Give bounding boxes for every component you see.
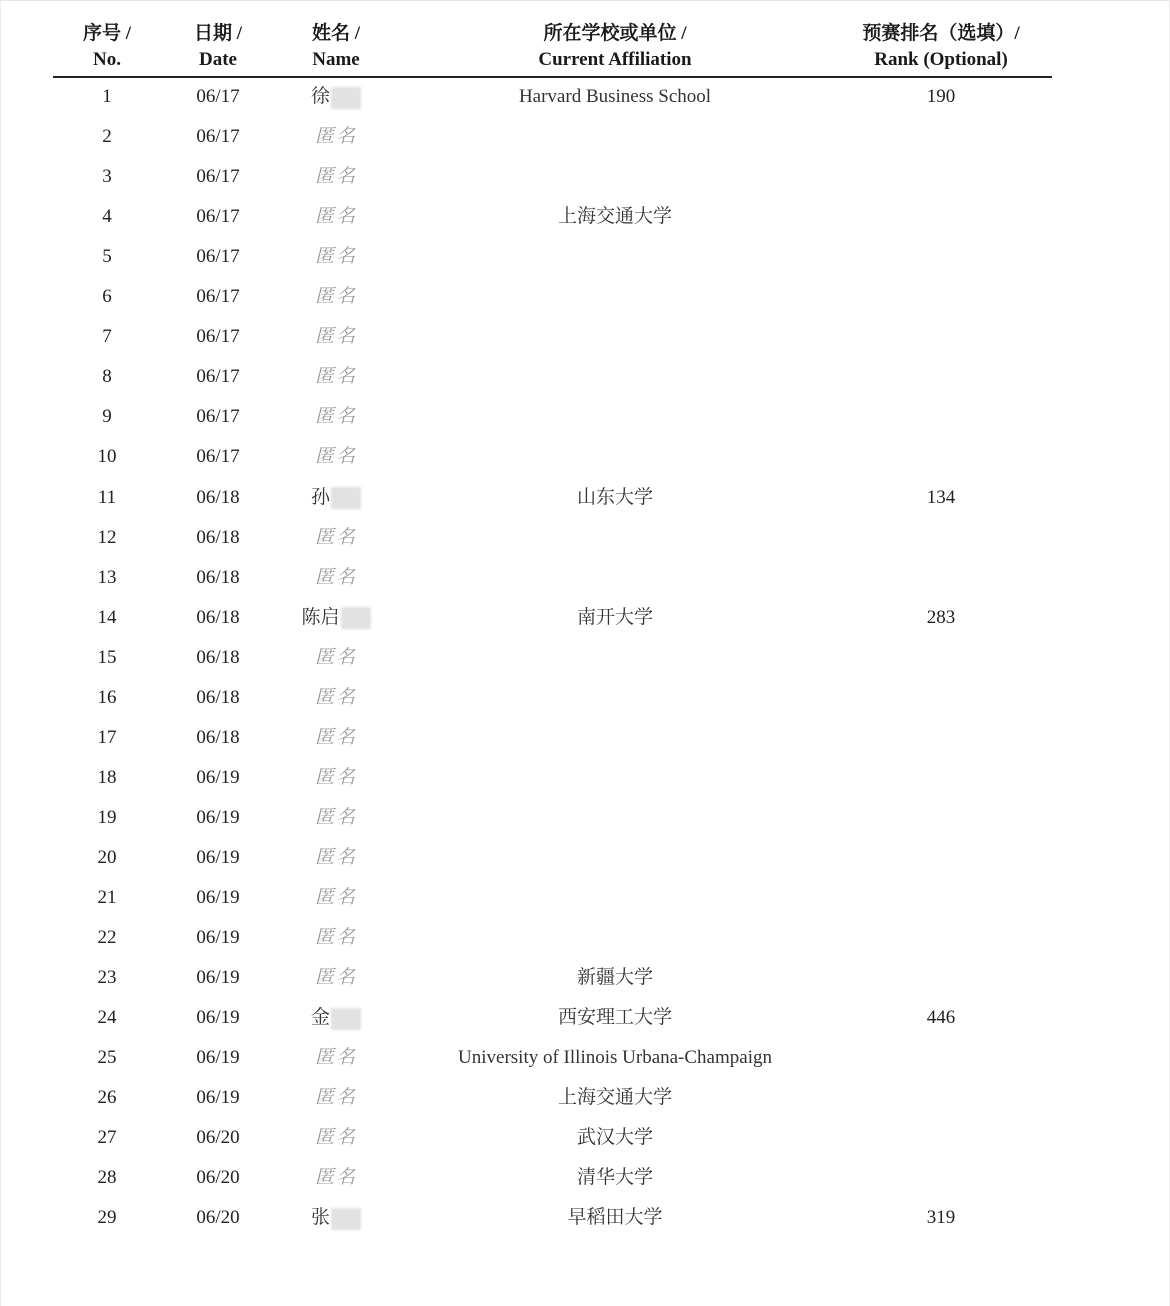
- cell-date-text: 06/19: [196, 1047, 240, 1069]
- table-row: [1, 1122, 1170, 1162]
- table-row: [1, 1202, 1170, 1242]
- anonymous-name: 匿名: [314, 166, 357, 188]
- header-affiliation: [415, 21, 815, 73]
- cell-date: [168, 1082, 268, 1114]
- cell-date-text: 06/17: [196, 206, 240, 228]
- cell-affiliation: [415, 1042, 815, 1074]
- cell-no-text: 6: [102, 286, 112, 308]
- cell-no-text: 1: [102, 86, 112, 107]
- table-row: [1, 1002, 1170, 1042]
- cell-no: [57, 1202, 157, 1234]
- cell-date: [168, 361, 268, 393]
- anonymous-name: 匿名: [314, 326, 357, 348]
- cell-name: [286, 602, 386, 634]
- cell-rank-text: 190: [926, 86, 956, 107]
- cell-affiliation: [415, 81, 815, 113]
- table-row: [1, 522, 1170, 562]
- anonymous-name: 匿名: [314, 846, 357, 868]
- cell-no-text: 12: [97, 526, 117, 548]
- cell-no: [57, 962, 157, 994]
- cell-name: [286, 81, 386, 113]
- cell-no-text: 19: [97, 806, 117, 828]
- cell-affiliation-text: Harvard Business School: [518, 86, 712, 107]
- cell-no: [57, 81, 157, 113]
- table-header: [1, 21, 1170, 77]
- cell-date-text: 06/17: [196, 366, 240, 388]
- cell-no-text: 23: [97, 967, 117, 989]
- anonymous-name: 匿名: [314, 1087, 357, 1109]
- cell-name: [286, 121, 386, 153]
- participant-name: 孙: [310, 486, 330, 508]
- cell-no: [57, 401, 157, 433]
- cell-affiliation-text: 西安理工大学: [557, 1007, 672, 1029]
- cell-no-text: 11: [97, 486, 117, 508]
- cell-name: [286, 1162, 386, 1194]
- cell-no: [57, 321, 157, 353]
- header-divider: [53, 76, 1052, 78]
- anonymous-name: 匿名: [314, 526, 357, 548]
- header-rank-cn: 预赛排名（选填）/: [862, 23, 1020, 44]
- cell-date: [168, 522, 268, 554]
- cell-affiliation-text: 上海交通大学: [557, 206, 672, 228]
- cell-name: [286, 522, 386, 554]
- cell-no-text: 7: [102, 326, 112, 348]
- cell-affiliation-text: 早稻田大学: [567, 1207, 663, 1229]
- table-row: [1, 281, 1170, 321]
- cell-date: [168, 441, 268, 473]
- cell-date: [168, 722, 268, 754]
- cell-no: [57, 842, 157, 874]
- cell-no: [57, 1122, 157, 1154]
- cell-affiliation: [415, 1122, 815, 1154]
- table-row: [1, 722, 1170, 762]
- cell-date-text: 06/17: [196, 286, 240, 308]
- header-date: [168, 21, 268, 73]
- cell-name: [286, 161, 386, 193]
- table-row: [1, 361, 1170, 401]
- cell-no: [57, 602, 157, 634]
- cell-no: [57, 121, 157, 153]
- cell-no: [57, 441, 157, 473]
- cell-name: [286, 1122, 386, 1154]
- header-name-en: Name: [312, 49, 360, 70]
- cell-date: [168, 1122, 268, 1154]
- cell-date-text: 06/18: [196, 486, 240, 508]
- cell-date: [168, 241, 268, 273]
- table-row: [1, 922, 1170, 962]
- cell-affiliation: [415, 201, 815, 233]
- participant-name: 陈启: [301, 606, 340, 628]
- cell-no-text: 4: [102, 206, 112, 228]
- anonymous-name: 匿名: [314, 246, 357, 268]
- cell-name: [286, 1002, 386, 1034]
- table-row: [1, 602, 1170, 642]
- cell-no-text: 13: [97, 566, 117, 588]
- cell-no-text: 27: [97, 1127, 117, 1149]
- header-no-en: No.: [93, 49, 121, 70]
- cell-name: [286, 482, 386, 514]
- anonymous-name: 匿名: [314, 286, 357, 308]
- table-row: [1, 482, 1170, 522]
- table-row: [1, 241, 1170, 281]
- cell-date: [168, 762, 268, 794]
- redaction-blur: [341, 607, 371, 629]
- participant-name: 金: [310, 1007, 330, 1029]
- cell-name: [286, 562, 386, 594]
- cell-rank: [831, 482, 1051, 514]
- cell-date-text: 06/18: [196, 566, 240, 588]
- table-row: [1, 1162, 1170, 1202]
- cell-date: [168, 1162, 268, 1194]
- table-row: [1, 201, 1170, 241]
- cell-date-text: 06/18: [196, 526, 240, 548]
- anonymous-name: 匿名: [314, 366, 357, 388]
- cell-date: [168, 642, 268, 674]
- cell-affiliation-text: 山东大学: [576, 486, 653, 508]
- cell-affiliation-text: 上海交通大学: [557, 1087, 672, 1109]
- cell-no-text: 10: [97, 446, 117, 468]
- cell-affiliation: [415, 602, 815, 634]
- table-row: [1, 802, 1170, 842]
- cell-date: [168, 121, 268, 153]
- redaction-blur: [331, 1008, 361, 1030]
- cell-name: [286, 401, 386, 433]
- cell-no-text: 18: [97, 766, 117, 788]
- cell-date-text: 06/17: [196, 86, 240, 107]
- cell-name: [286, 441, 386, 473]
- cell-name: [286, 642, 386, 674]
- cell-date: [168, 401, 268, 433]
- header-rank-en: Rank (Optional): [874, 49, 1008, 70]
- cell-name: [286, 682, 386, 714]
- cell-date: [168, 682, 268, 714]
- cell-rank-text: 319: [926, 1207, 956, 1229]
- table-row: [1, 562, 1170, 602]
- table-row: [1, 682, 1170, 722]
- anonymous-name: 匿名: [314, 726, 357, 748]
- anonymous-name: 匿名: [314, 927, 357, 949]
- cell-name: [286, 842, 386, 874]
- header-date-en: Date: [199, 49, 237, 70]
- redaction-blur: [331, 1208, 361, 1230]
- table-row: [1, 882, 1170, 922]
- cell-date: [168, 81, 268, 113]
- anonymous-name: 匿名: [314, 206, 357, 228]
- table-row: [1, 962, 1170, 1002]
- redaction-blur: [331, 87, 361, 109]
- cell-affiliation-text: 新疆大学: [576, 967, 653, 989]
- table-row: [1, 842, 1170, 882]
- cell-date-text: 06/19: [196, 766, 240, 788]
- anonymous-name: 匿名: [314, 446, 357, 468]
- table-row: [1, 321, 1170, 361]
- cell-no: [57, 562, 157, 594]
- cell-date: [168, 482, 268, 514]
- cell-affiliation-text: 南开大学: [576, 606, 653, 628]
- table-row: [1, 81, 1170, 121]
- cell-no-text: 5: [102, 246, 112, 268]
- cell-no-text: 24: [97, 1007, 117, 1029]
- cell-name: [286, 241, 386, 273]
- header-affiliation-en: Current Affiliation: [538, 49, 692, 70]
- header-name-cn: 姓名 /: [311, 23, 361, 44]
- table-row: [1, 441, 1170, 481]
- cell-no-text: 22: [97, 927, 117, 949]
- cell-affiliation: [415, 1082, 815, 1114]
- cell-date: [168, 201, 268, 233]
- anonymous-name: 匿名: [314, 1167, 357, 1189]
- anonymous-name: 匿名: [314, 686, 357, 708]
- cell-name: [286, 882, 386, 914]
- cell-no-text: 29: [97, 1207, 117, 1229]
- anonymous-name: 匿名: [314, 887, 357, 908]
- anonymous-name: 匿名: [314, 1047, 357, 1069]
- cell-no: [57, 1082, 157, 1114]
- table-row: [1, 642, 1170, 682]
- cell-no: [57, 161, 157, 193]
- cell-affiliation-text: University of Illinois Urbana-Champaign: [458, 1047, 772, 1069]
- cell-date: [168, 161, 268, 193]
- anonymous-name: 匿名: [314, 566, 357, 588]
- cell-date-text: 06/19: [196, 967, 240, 989]
- cell-no: [57, 922, 157, 954]
- cell-no-text: 14: [97, 606, 117, 628]
- cell-name: [286, 722, 386, 754]
- cell-no: [57, 241, 157, 273]
- table-row: [1, 401, 1170, 441]
- cell-date-text: 06/17: [196, 406, 240, 428]
- cell-date-text: 06/20: [196, 1127, 240, 1149]
- cell-date: [168, 321, 268, 353]
- cell-no: [57, 682, 157, 714]
- cell-date-text: 06/17: [196, 446, 240, 468]
- cell-date: [168, 1202, 268, 1234]
- cell-date-text: 06/20: [196, 1167, 240, 1189]
- cell-no-text: 16: [97, 686, 117, 708]
- cell-name: [286, 1042, 386, 1074]
- cell-name: [286, 281, 386, 313]
- cell-no: [57, 642, 157, 674]
- cell-date-text: 06/20: [196, 1207, 240, 1229]
- cell-affiliation-text: 武汉大学: [576, 1127, 653, 1149]
- cell-affiliation: [415, 962, 815, 994]
- cell-no-text: 2: [102, 126, 112, 148]
- cell-no-text: 3: [102, 166, 112, 188]
- cell-rank: [831, 1202, 1051, 1234]
- header-no-cn: 序号 /: [82, 23, 132, 44]
- table-row: [1, 161, 1170, 201]
- cell-date-text: 06/17: [196, 326, 240, 348]
- anonymous-name: 匿名: [314, 766, 357, 788]
- anonymous-name: 匿名: [314, 126, 357, 148]
- cell-date-text: 06/17: [196, 126, 240, 148]
- cell-no: [57, 722, 157, 754]
- cell-date: [168, 562, 268, 594]
- cell-date-text: 06/19: [196, 927, 240, 949]
- cell-no-text: 8: [102, 366, 112, 388]
- cell-date-text: 06/19: [196, 806, 240, 828]
- cell-date-text: 06/19: [196, 846, 240, 868]
- cell-date-text: 06/17: [196, 166, 240, 188]
- redaction-blur: [331, 487, 361, 509]
- cell-date-text: 06/18: [196, 646, 240, 668]
- table-row: [1, 121, 1170, 161]
- header-rank: [831, 21, 1051, 73]
- cell-no: [57, 522, 157, 554]
- cell-name: [286, 201, 386, 233]
- cell-date: [168, 602, 268, 634]
- cell-rank-text: 134: [926, 486, 956, 508]
- cell-name: [286, 802, 386, 834]
- header-name: [286, 21, 386, 73]
- cell-date-text: 06/19: [196, 887, 240, 908]
- cell-date: [168, 962, 268, 994]
- cell-no-text: 15: [97, 646, 117, 668]
- cell-date-text: 06/18: [196, 686, 240, 708]
- header-affiliation-cn: 所在学校或单位 /: [543, 23, 687, 44]
- anonymous-name: 匿名: [314, 406, 357, 428]
- cell-date: [168, 1002, 268, 1034]
- cell-affiliation: [415, 1202, 815, 1234]
- cell-no: [57, 361, 157, 393]
- cell-no: [57, 482, 157, 514]
- anonymous-name: 匿名: [314, 646, 357, 668]
- cell-name: [286, 361, 386, 393]
- cell-date-text: 06/17: [196, 246, 240, 268]
- cell-name: [286, 762, 386, 794]
- cell-no: [57, 201, 157, 233]
- anonymous-name: 匿名: [314, 967, 357, 989]
- cell-date: [168, 281, 268, 313]
- participant-name: 徐: [310, 86, 330, 107]
- cell-no: [57, 1042, 157, 1074]
- cell-date-text: 06/19: [196, 1087, 240, 1109]
- cell-no: [57, 1162, 157, 1194]
- cell-date: [168, 882, 268, 914]
- cell-date-text: 06/18: [196, 726, 240, 748]
- cell-no: [57, 802, 157, 834]
- header-no: [57, 21, 157, 73]
- cell-no: [57, 1002, 157, 1034]
- cell-no-text: 9: [102, 406, 112, 428]
- table-row: [1, 1082, 1170, 1122]
- cell-date-text: 06/19: [196, 1007, 240, 1029]
- participant-name: 张: [310, 1207, 330, 1229]
- cell-affiliation-text: 清华大学: [576, 1167, 653, 1189]
- cell-date: [168, 1042, 268, 1074]
- cell-name: [286, 1202, 386, 1234]
- cell-rank: [831, 602, 1051, 634]
- cell-rank: [831, 81, 1051, 113]
- cell-date-text: 06/18: [196, 606, 240, 628]
- cell-affiliation: [415, 482, 815, 514]
- cell-name: [286, 321, 386, 353]
- anonymous-name: 匿名: [314, 806, 357, 828]
- table-row: [1, 762, 1170, 802]
- cell-rank: [831, 1002, 1051, 1034]
- cell-no-text: 20: [97, 846, 117, 868]
- cell-affiliation: [415, 1162, 815, 1194]
- cell-affiliation: [415, 1002, 815, 1034]
- cell-no-text: 25: [97, 1047, 117, 1069]
- table-row: [1, 1042, 1170, 1082]
- cell-no-text: 26: [97, 1087, 117, 1109]
- cell-name: [286, 962, 386, 994]
- cell-no-text: 28: [97, 1167, 117, 1189]
- cell-no-text: 17: [97, 726, 117, 748]
- cell-name: [286, 922, 386, 954]
- cell-date: [168, 802, 268, 834]
- header-date-cn: 日期 /: [193, 23, 243, 44]
- cell-no-text: 21: [97, 887, 117, 908]
- cell-no: [57, 281, 157, 313]
- cell-date: [168, 922, 268, 954]
- cell-rank-text: 446: [926, 1007, 956, 1029]
- cell-rank-text: 283: [926, 606, 956, 628]
- cell-no: [57, 882, 157, 914]
- cell-date: [168, 842, 268, 874]
- cell-name: [286, 1082, 386, 1114]
- anonymous-name: 匿名: [314, 1127, 357, 1149]
- cell-no: [57, 762, 157, 794]
